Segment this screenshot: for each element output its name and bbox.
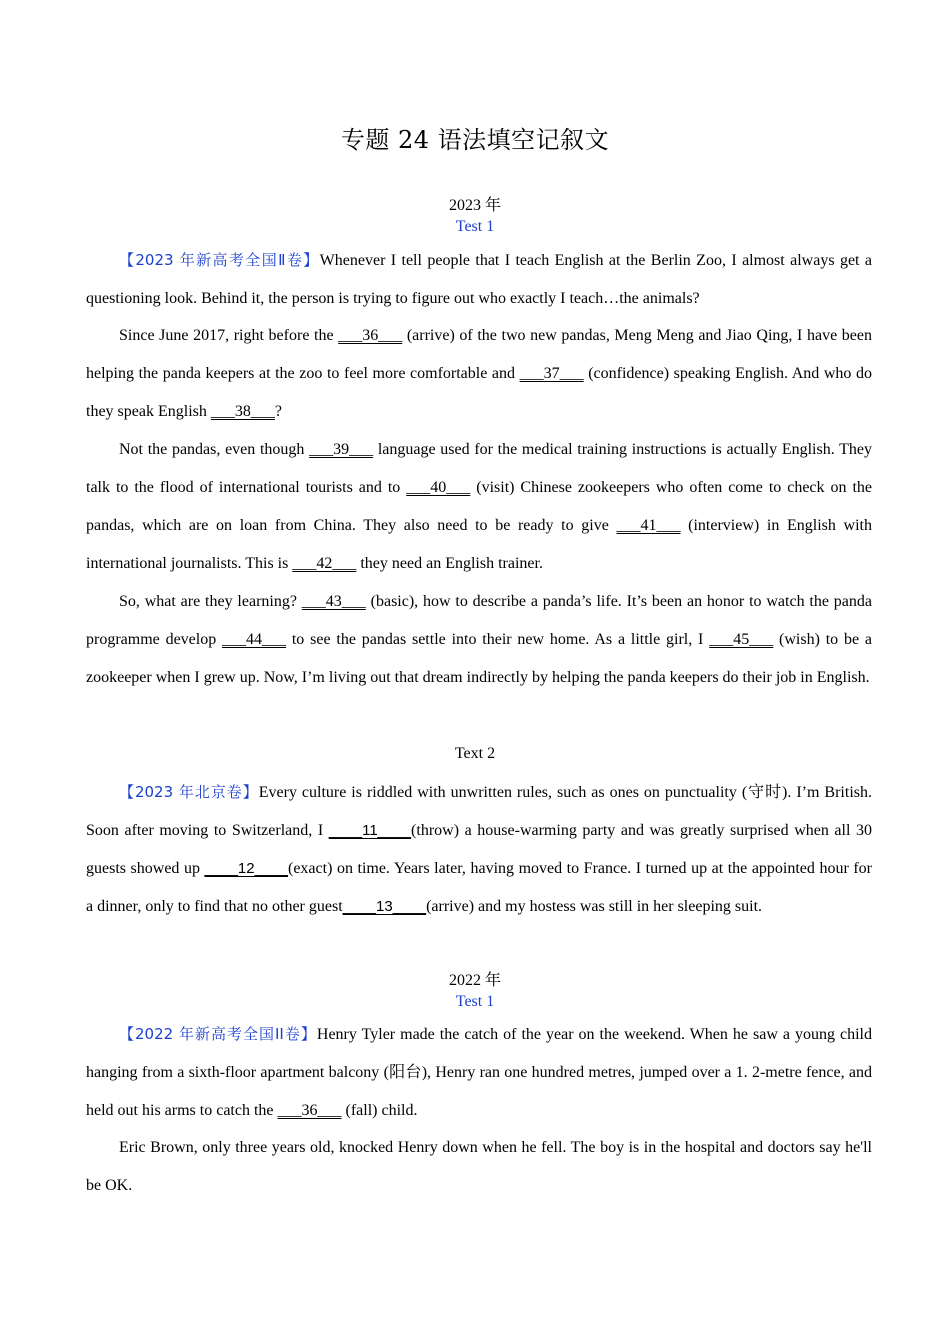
test-heading-2022-1: Test 1 (455, 993, 495, 1010)
paragraph-text: Whenever I tell people that I teach English at the Berlin Zoo, I almost always get a questioning look. Behind it, the person is trying to figure out who exactly I teach…the animals? (86, 252, 872, 307)
test-heading-2023-2: Text 2 (454, 745, 496, 762)
paragraph-2023-p2 (86, 317, 872, 431)
text-run: (arrive) of the two new pandas, Meng Meng and Jiao Qing, I have been helping the panda keepers at the zoo to feel more comfortable and (86, 327, 873, 382)
test-heading-2023-1: Test 1 (455, 218, 495, 235)
blank-43: ___43___ (301, 593, 366, 610)
page-title: 专题 24 语法填空记叙文 (340, 126, 610, 154)
year-heading-2022: 2022 年 (448, 972, 501, 989)
text-run: (throw) a house-warming party and was greatly surprised when all 30 guests showed up (86, 822, 872, 877)
text-run: Since June 2017, right before the (119, 327, 339, 344)
source-tag: 【2023 年北京卷】 (119, 783, 259, 801)
text-run: So, what are they learning? (119, 593, 302, 610)
blank-45: ___45___ (709, 631, 774, 648)
text-run: Not the pandas, even though (119, 441, 310, 458)
blank-41: ___41___ (616, 517, 681, 534)
year-heading-2023: 2023 年 (448, 197, 501, 214)
text-run: Henry Tyler made the catch of the year on the weekend. When he saw a young child hanging from a sixth-floor apartment balcony (阳台), Henry ran one hundred metres, jumped over a 1. 2-metre fence, and held out his arms to catch the (86, 1026, 872, 1119)
blank-42: ___42___ (292, 555, 357, 572)
blank-36: ___36___ (338, 327, 403, 344)
text-run: (basic), how to describe a panda’s life. It’s been an honor to watch the panda programme develop (86, 593, 872, 648)
blank-36-2022: ___36___ (277, 1102, 342, 1119)
paragraph-2023-beijing (86, 773, 872, 926)
paragraph-2023-p3 (86, 431, 872, 583)
paragraph-2022-p2: Eric Brown, only three years old, knocked Henry down when he fell. The boy is in the hospital and doctors say he'll be OK. (86, 1139, 872, 1194)
text-run: they need an English trainer. (356, 555, 543, 572)
text-run: language used for the medical training instructions is actually English. They talk to the flood of international tourists and to (86, 441, 873, 496)
text-run: to see the pandas settle into their new home. As a little girl, I (286, 631, 710, 648)
text-run: (wish) to be a zookeeper when I grew up. Now, I’m living out that dream indirectly by helping the panda keepers do their job in English. (86, 631, 873, 686)
text-run: ? (274, 403, 282, 420)
blank-12: ____12____ (204, 860, 288, 877)
text-run: (arrive) and my hostess was still in her sleeping suit. (426, 898, 763, 915)
source-tag: 【2023 年新高考全国Ⅱ卷】 (119, 251, 320, 269)
blank-37: ___37___ (519, 365, 584, 382)
blank-39: ___39___ (309, 441, 374, 458)
text-run: (fall) child. (341, 1102, 418, 1119)
paragraph-2022-p1 (86, 1015, 872, 1130)
text-run: (visit) Chinese zookeepers who often come to check on the pandas, which are on loan from China. They also need to be ready to give (86, 479, 873, 534)
blank-13: ____13____ (342, 898, 427, 915)
source-tag: 【2022 年新高考全国II卷】 (119, 1025, 317, 1043)
text-run: (interview) in English with international journalists. This is (86, 517, 873, 572)
text-run: (confidence) speaking English. And who do they speak English (86, 365, 872, 420)
blank-44: ___44___ (222, 631, 287, 648)
blank-40: ___40___ (406, 479, 471, 496)
text-run: Every culture is riddled with unwritten rules, such as ones on punctuality (守时). I’m British. Soon after moving to Switzerland, I (86, 784, 872, 839)
paragraph-2023-p4 (86, 583, 872, 697)
blank-11: ____11____ (328, 822, 412, 839)
paragraph-2023-intro (86, 241, 872, 318)
blank-38: ___38___ (210, 403, 275, 420)
text-run: (exact) on time. Years later, having moved to France. I turned up at the appointed hour for a dinner, only to find that no other guest (86, 860, 873, 915)
